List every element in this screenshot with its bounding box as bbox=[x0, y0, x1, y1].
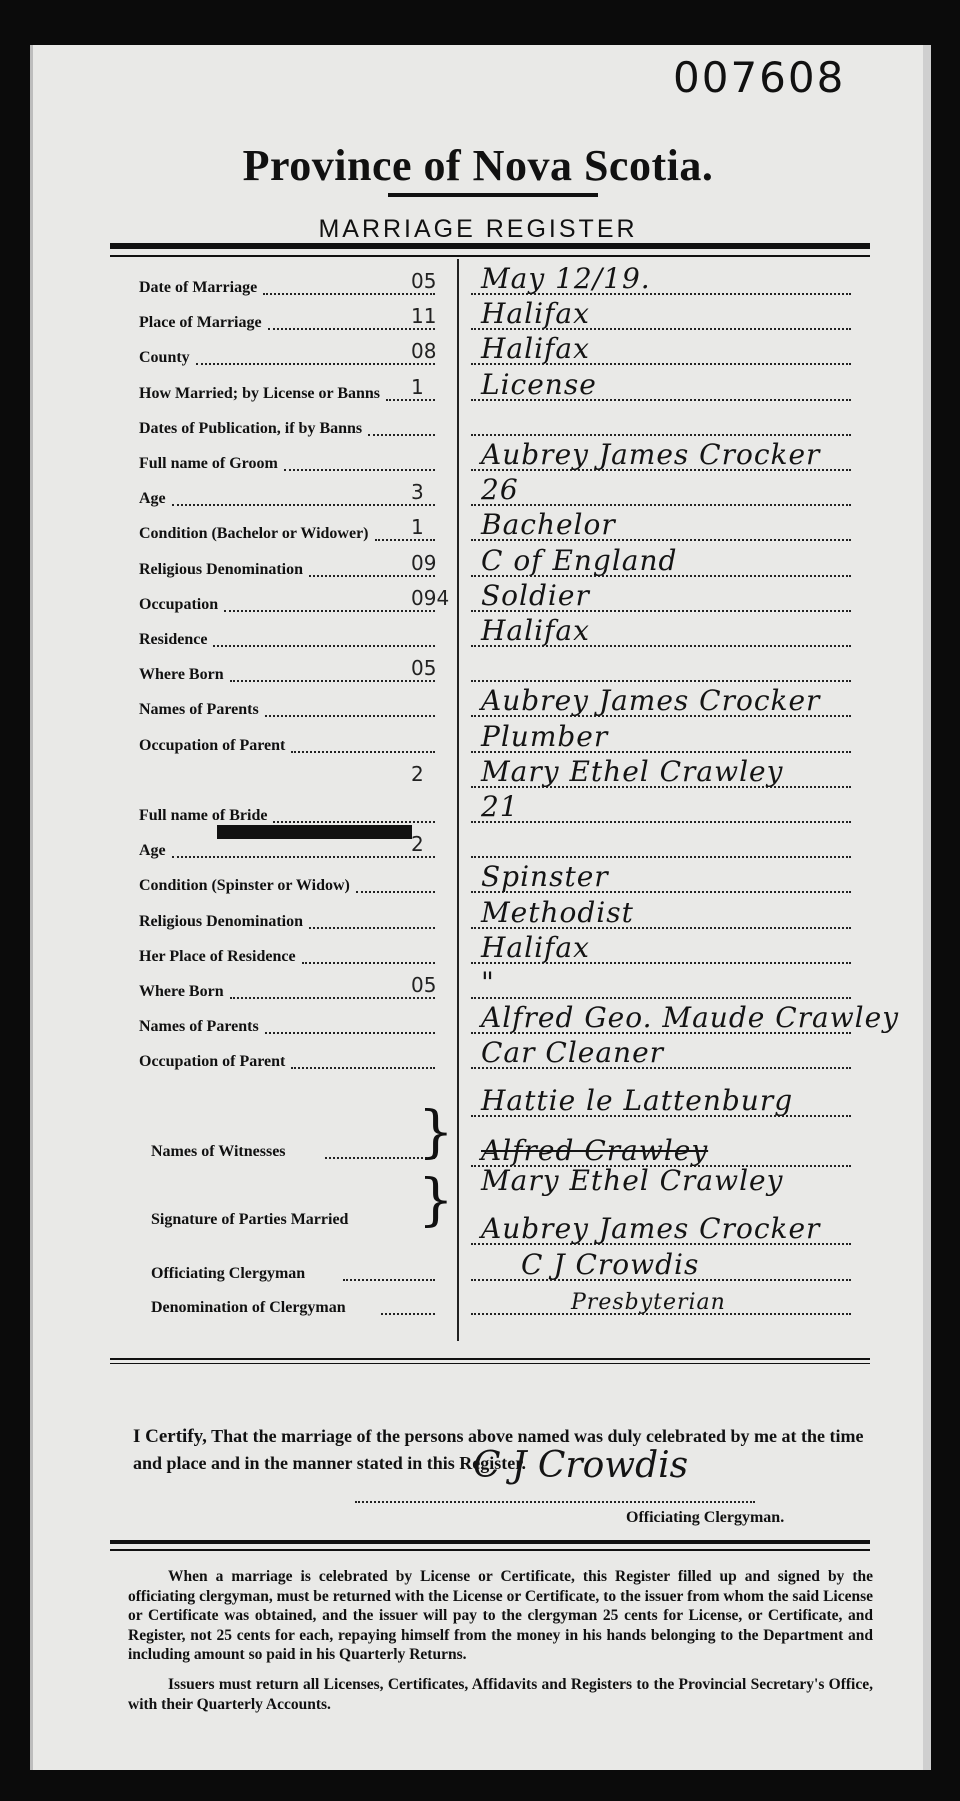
witness-1-value: Hattie le Lattenburg bbox=[481, 1084, 794, 1117]
certify-signature-label: Officiating Clergyman. bbox=[626, 1509, 785, 1526]
field-value: Halifax bbox=[481, 332, 590, 366]
field-label: Her Place of Residence bbox=[139, 947, 296, 965]
footer-rule-thin bbox=[110, 1549, 870, 1551]
field-label: Religious Denomination bbox=[139, 560, 304, 578]
certify-text: That the marriage of the persons above named was duly celebrated by me at the time and place and in the manner stated in this Register. bbox=[133, 1426, 864, 1473]
field-dots bbox=[356, 889, 435, 893]
field-value: Car Cleaner bbox=[481, 1036, 665, 1070]
header-rule-thin bbox=[110, 255, 870, 257]
witness-2-value: Alfred Crawley bbox=[481, 1134, 709, 1167]
field-dots bbox=[471, 995, 851, 999]
field-dots bbox=[343, 1277, 435, 1281]
clergyman-value: C J Crowdis bbox=[521, 1248, 700, 1281]
field-dots bbox=[471, 819, 851, 823]
field-value: Methodist bbox=[481, 895, 634, 929]
field-code: 3 bbox=[411, 480, 424, 505]
field-label: Age bbox=[139, 490, 166, 508]
field-value: Spinster bbox=[481, 860, 609, 894]
field-label: Officiating Clergyman bbox=[151, 1265, 306, 1282]
field-label: Religious Denomination bbox=[139, 912, 304, 930]
register-row bbox=[111, 367, 879, 407]
register-subtitle: MARRIAGE REGISTER bbox=[318, 215, 638, 243]
field-label: Date of Marriage bbox=[139, 279, 258, 296]
field-label: Place of Marriage bbox=[139, 314, 262, 332]
field-value: 21 bbox=[481, 790, 519, 823]
field-dots bbox=[172, 854, 435, 858]
field-dots bbox=[471, 854, 851, 858]
certify-rule-2 bbox=[110, 1363, 870, 1364]
witness-1-row bbox=[111, 1084, 879, 1123]
field-dots bbox=[471, 502, 851, 506]
register-row bbox=[111, 1036, 879, 1075]
field-label: Where Born bbox=[139, 983, 224, 1000]
field-dots bbox=[196, 361, 435, 365]
field-dots bbox=[284, 467, 435, 471]
field-dots bbox=[172, 502, 435, 506]
register-row bbox=[111, 614, 879, 653]
field-value: Halifax bbox=[481, 614, 590, 647]
register-sheet bbox=[30, 45, 923, 1770]
footer-paragraph-2: Issuers must return all Licenses, Certificates, Affidavits and Registers to the Provincial Secretary's Office, with their Quarterly Accounts. bbox=[128, 1676, 873, 1713]
signature-1-value: Mary Ethel Crawley bbox=[481, 1164, 784, 1197]
field-dots bbox=[381, 1311, 435, 1315]
certify-signature: C J Crowdis bbox=[473, 1445, 689, 1486]
field-dots bbox=[268, 326, 435, 330]
field-dots bbox=[265, 713, 435, 717]
field-code: 09 bbox=[411, 550, 437, 575]
field-value: Aubrey James Crocker bbox=[481, 438, 821, 471]
signature-1-row bbox=[111, 1164, 879, 1203]
denomination-row bbox=[111, 1291, 879, 1321]
title-underline bbox=[388, 193, 598, 197]
register-row bbox=[111, 930, 879, 970]
field-dots bbox=[368, 432, 435, 436]
field-dots bbox=[224, 608, 435, 612]
field-code: 1 bbox=[411, 374, 424, 399]
field-dots bbox=[273, 819, 435, 823]
field-label: County bbox=[139, 349, 190, 367]
field-label: Full name of Bride bbox=[139, 807, 268, 824]
field-label: Occupation bbox=[139, 595, 219, 613]
field-label: Names of Parents bbox=[139, 1018, 259, 1036]
field-label: Condition (Bachelor or Widower) bbox=[139, 525, 369, 543]
field-label: Denomination of Clergyman bbox=[151, 1299, 346, 1316]
field-code: 05 bbox=[411, 656, 437, 681]
field-label: Condition (Spinster or Widow) bbox=[139, 877, 350, 895]
clergyman-row bbox=[111, 1248, 879, 1287]
field-dots bbox=[263, 291, 435, 295]
field-value: Halifax bbox=[481, 297, 590, 331]
field-code: 05 bbox=[411, 269, 437, 293]
signature-2-value: Aubrey James Crocker bbox=[481, 1212, 821, 1245]
certify-rule bbox=[110, 1358, 870, 1360]
field-value: License bbox=[481, 367, 597, 401]
field-label: Occupation of Parent bbox=[139, 1053, 286, 1071]
signature-dots bbox=[355, 1501, 755, 1503]
page-title: Province of Nova Scotia. bbox=[242, 141, 714, 190]
field-dots bbox=[471, 678, 851, 682]
field-dots bbox=[309, 925, 435, 929]
field-label: Names of Parents bbox=[139, 701, 259, 719]
field-dots bbox=[230, 678, 435, 682]
field-code: 2 bbox=[411, 832, 424, 857]
denomination-value: Presbyterian bbox=[571, 1290, 726, 1315]
witnesses-brace: } bbox=[418, 1100, 454, 1165]
field-label: Residence bbox=[139, 631, 208, 648]
field-dots bbox=[291, 749, 435, 753]
field-label: Names of Witnesses bbox=[151, 1143, 286, 1160]
field-label: Dates of Publication, if by Banns bbox=[139, 419, 363, 437]
certify-lead: I Certify, bbox=[133, 1426, 207, 1447]
field-value: " bbox=[481, 966, 495, 999]
field-value: Plumber bbox=[481, 719, 609, 753]
field-label: Age bbox=[139, 842, 166, 860]
field-label: How Married; by License or Banns bbox=[139, 384, 381, 402]
field-code: 08 bbox=[411, 339, 437, 364]
field-dots bbox=[375, 537, 435, 541]
field-label: Occupation of Parent bbox=[139, 736, 286, 754]
register-row bbox=[111, 790, 879, 829]
signatures-brace: } bbox=[418, 1168, 454, 1233]
field-code: 2 bbox=[411, 761, 424, 786]
header-rule bbox=[110, 243, 870, 249]
field-value: C of England bbox=[481, 543, 678, 577]
field-code: 1 bbox=[411, 515, 424, 540]
field-value: Bachelor bbox=[481, 508, 616, 542]
field-label: Signature of Parties Married bbox=[151, 1211, 349, 1228]
field-code: 11 bbox=[411, 304, 437, 329]
register-number: 007608 bbox=[673, 53, 846, 102]
field-dots bbox=[265, 1030, 435, 1034]
field-label: Full name of Groom bbox=[139, 455, 278, 472]
field-dots bbox=[291, 1065, 435, 1069]
field-value: Aubrey James Crocker bbox=[481, 684, 821, 718]
field-value: Soldier bbox=[481, 578, 590, 612]
footer-paragraph-1: When a marriage is celebrated by License or Certificate, this Register filled up and signed by the officiating clergyman, must be returned with the License or Certificate, to the issuer from whom the said License or Certificate was obtained, and the issuer will pay to the clergyman 25 cents for License, or Certificate, and Register, not 25 cents for each, repaying himself from the money in his hands belonging to the Department and including amount so paid in his Quarterly Returns. bbox=[128, 1568, 873, 1663]
field-value: Alfred Geo. Maude Crawley bbox=[481, 1001, 900, 1035]
field-code: 05 bbox=[411, 973, 437, 997]
field-code: 094 bbox=[411, 585, 450, 610]
field-value: May 12/19. bbox=[481, 262, 651, 295]
footer-rule bbox=[110, 1540, 870, 1544]
field-dots bbox=[230, 995, 435, 999]
field-value: Mary Ethel Crawley bbox=[481, 754, 784, 788]
field-value: 26 bbox=[481, 473, 519, 507]
field-label: Where Born bbox=[139, 666, 224, 684]
field-dots bbox=[471, 432, 851, 436]
field-dots bbox=[302, 960, 435, 964]
field-value: Halifax bbox=[481, 930, 590, 964]
field-dots bbox=[213, 643, 435, 647]
